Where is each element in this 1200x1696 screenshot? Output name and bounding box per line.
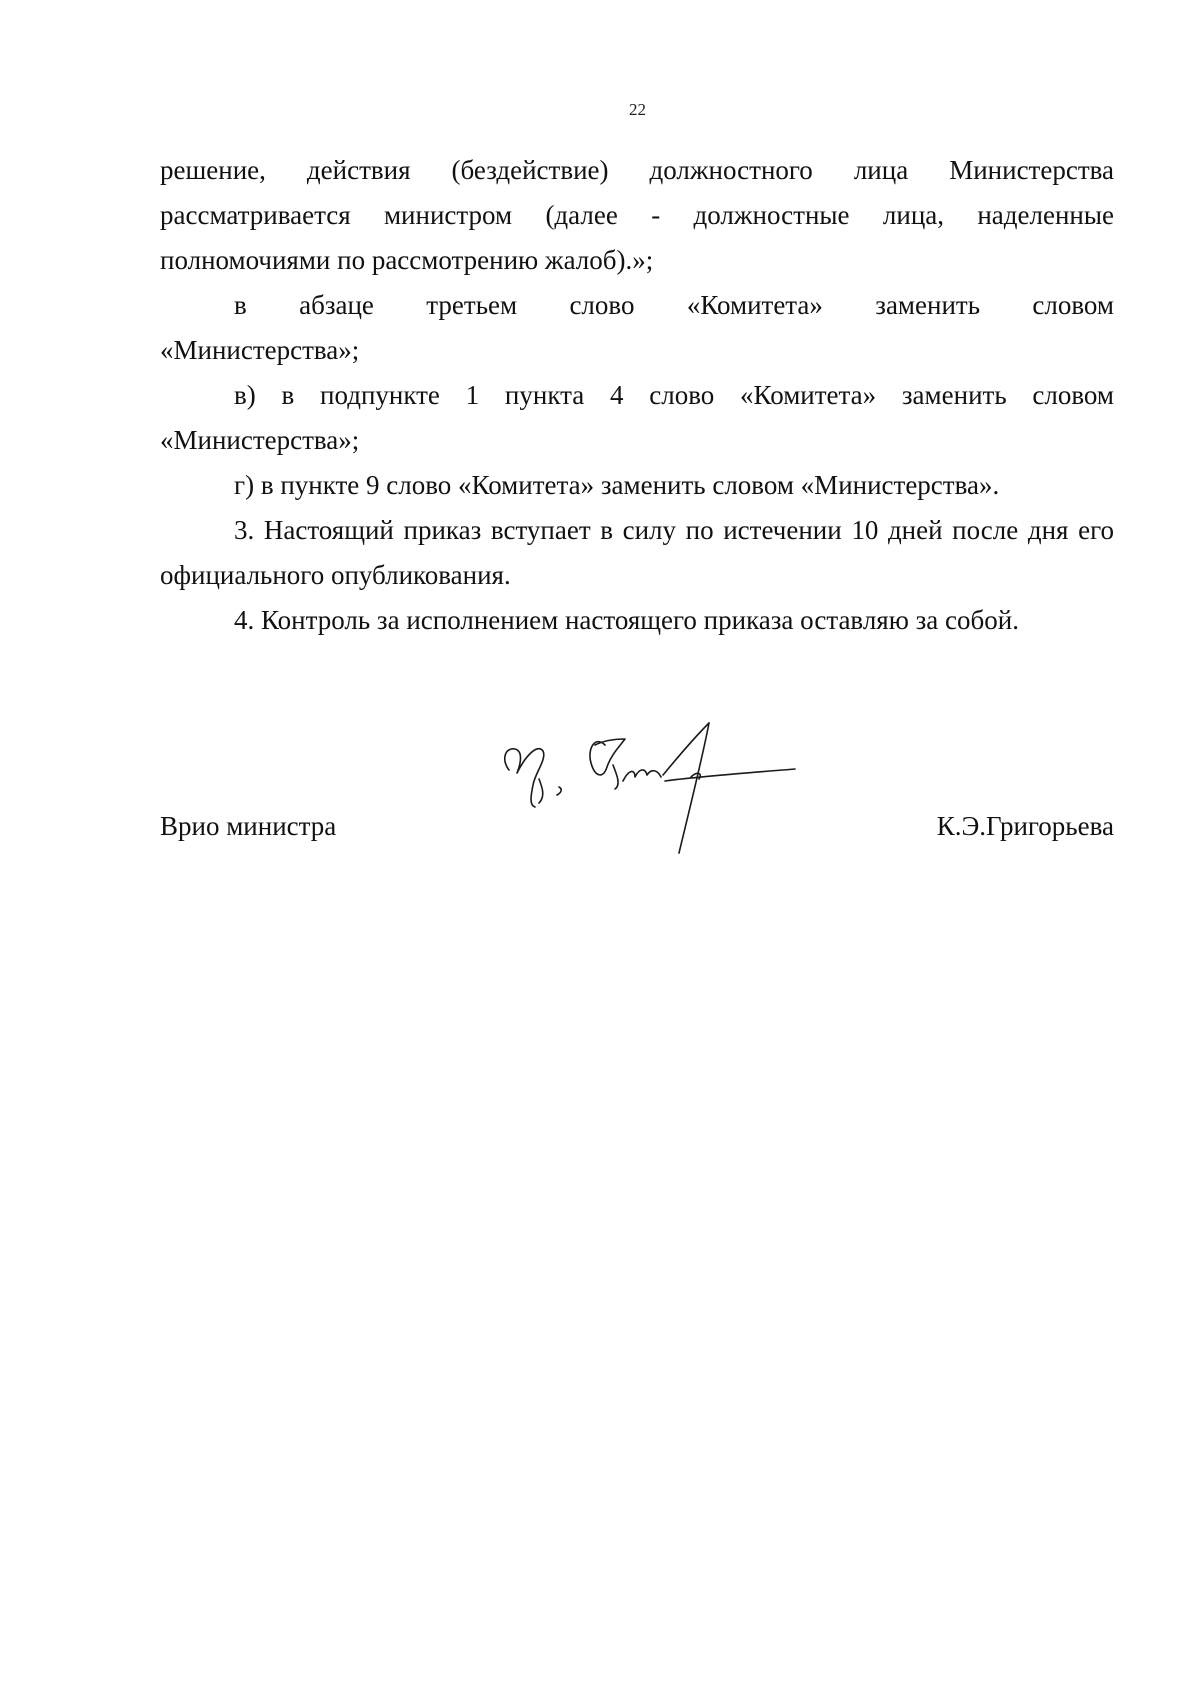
word: слово: [569, 290, 635, 320]
paragraph-item-3: 3. Настоящий приказ вступает в силу по истечении 10 дней после дня его официального опубликования.: [160, 515, 1114, 590]
paragraph-item-4: 4. Контроль за исполнением настоящего приказа оставляю за собой.: [234, 605, 1019, 635]
signatory-name: К.Э.Григорьева: [936, 811, 1114, 841]
paragraph-appeal-review: решение, действия (бездействие) должностного лица Министерства рассматривается министром (далее - должностные лица, наделенные полномочиями по рассмотрению жалоб).»;: [160, 155, 1114, 275]
page-number: 22: [629, 100, 646, 119]
paragraph-third-indent-tail: «Министерства»;: [160, 335, 360, 365]
document-body: [160, 148, 1114, 643]
word: абзаце: [299, 290, 374, 320]
word: заменить: [875, 290, 981, 320]
word: третьем: [426, 290, 518, 320]
word: в: [234, 290, 247, 320]
handwritten-signature: [495, 715, 825, 865]
word: «Комитета»: [686, 290, 823, 320]
paragraph-subitem-g: г) в пункте 9 слово «Комитета» заменить словом «Министерства».: [234, 470, 1000, 500]
signatory-title: Врио министра: [160, 811, 337, 841]
paragraph-third-indent-line: [160, 283, 1114, 328]
paragraph-subitem-v: в) в подпункте 1 пункта 4 слово «Комитета» заменить словом «Министерства»;: [160, 380, 1114, 455]
word: словом: [1032, 290, 1114, 320]
